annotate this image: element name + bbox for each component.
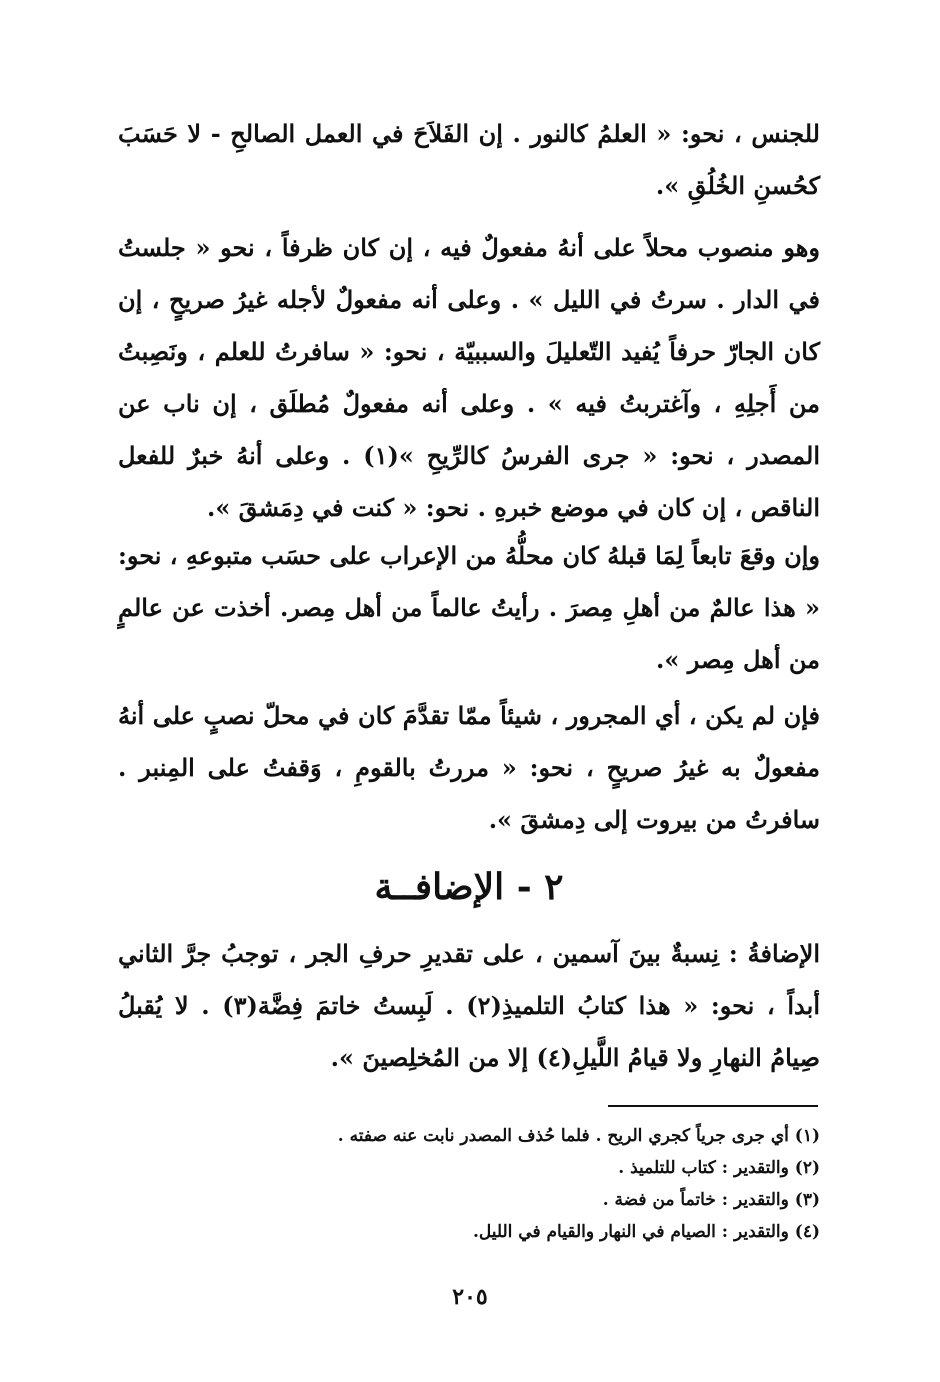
paragraph-3: وإن وقعَ تابعاً لِمَا قبلهُ كان محلُّهُ من الإعراب على حسَب متبوعهِ ، نحو: « هذا عالمٌ من أهلِ مِصرَ . رأيتُ عالماً من أهل مِصر. أخذت عن عالمٍ من أهل مِصر ». (118, 541, 820, 674)
footnote-2: (٢) والتقدير : كتاب للتلميذ . (618, 1158, 820, 1178)
paragraph-5: الإضافةُ : نِسبةٌ بينَ آسمين ، على تقديرِ حرفِ الجر ، توجبُ جرَّ الثاني أبداً ، نحو: « هذا كتابُ التلميذِ(٢) . لَبِستُ خاتمَ فِضَّة(٣) . لا يُقبلُ صِيامُ النهارِ ولا قيامُ اللَّيلِ(٤) إلا من المُخلِصينَ ». (118, 939, 821, 1072)
footnote-4: (٤) والتقدير : الصيام في النهار والقيام في الليل. (472, 1222, 820, 1242)
paragraph-2: وهو منصوب محلاً على أنهُ مفعولٌ فيه ، إن كان ظرفاً ، نحو « جلستُ في الدار . سرتُ في الليل » . وعلى أنه مفعولٌ لأجله غيرُ صريحٍ ، إن كان الجارّ حرفاً يُفيد التّعليلَ والسببيّة ، نحو: « سافرتُ للعلم ، ونَصِبتُ من أَجلِهِ ، وآغتربتُ فيه » . وعلى أنه مفعولٌ مُطلَق ، إن ناب عن المصدر ، نحو: « جرى الفرسُ كالرِّيحِ »(١) . وعلى أنهُ خبرٌ للفعل الناقص ، إن كان في موضع خبرهِ . نحو: « كنت في دِمَشقَ ». (118, 233, 820, 522)
footnote-divider (608, 1105, 818, 1107)
footnote-1: (١) أي جرى جرياً كجري الريح . فلما حُذف المصدر نابت عنه صفته . (337, 1126, 820, 1146)
paragraph-1: للجنس ، نحو: « العلمُ كالنور . إن الفَلاَحَ في العمل الصالحِ - لا حَسَبَ كحُسنِ الخُلُقِ ». (118, 119, 820, 200)
section-heading: ٢ - الإضافــة (374, 866, 564, 908)
page-number: ٢٠٥ (452, 1284, 488, 1310)
paragraph-4: فإن لم يكن ، أي المجرور ، شيئاً ممّا تقدَّمَ كان في محلّ نصبٍ على أنهُ مفعولٌ به غيرُ صريحٍ ، نحو: « مررتُ بالقومِ ، وَقفتُ على المِنبر . سافرتُ من بيروت إلى دِمشقَ ». (118, 701, 820, 834)
footnote-3: (٣) والتقدير : خاتماً من فضة . (602, 1190, 820, 1210)
footnotes (118, 1120, 820, 1248)
